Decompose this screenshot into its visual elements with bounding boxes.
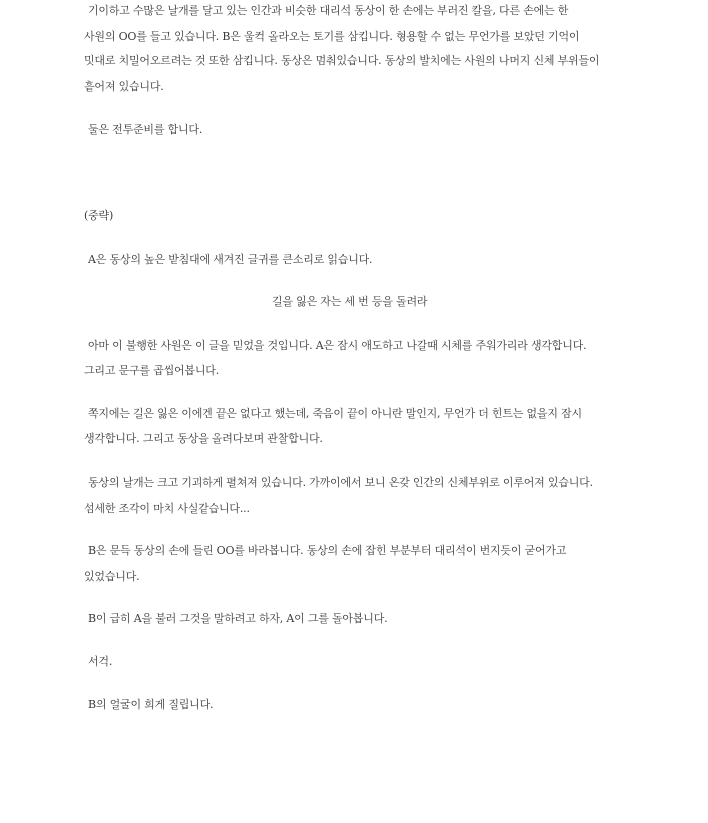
text-line: 흩어져 있습니다. [84, 80, 164, 93]
text-line: 그리고 문구를 곱씹어봅니다. [84, 364, 220, 377]
text-line: 밋대로 치밀어오르려는 것 또한 삼킵니다. 동상은 멈춰있습니다. 동상의 발치에는 사원의 나머지 신체 부위들이 [84, 54, 600, 67]
text-line: 쪽지에는 길은 잃은 이에겐 끝은 없다고 했는데, 죽음이 끝이 아니란 말인지, 무언가 더 힌트는 없을지 잠시 [88, 407, 582, 420]
inscription-quote: 길을 잃은 자는 세 번 등을 돌려라 [272, 295, 428, 308]
text-line: 사원의 OO를 들고 있습니다. B은 울컥 올라오는 토기를 삼킵니다. 형용할 수 없는 무언가를 보았던 기억이 [84, 30, 580, 43]
section-marker: (중략) [84, 209, 114, 222]
text-line: 아마 이 불행한 사원은 이 글을 믿었을 것입니다. A은 잠시 애도하고 나갈때 시체를 주워가리라 생각합니다. [88, 339, 587, 352]
text-line: 서걱. [88, 655, 113, 668]
text-line: A은 동상의 높은 받침대에 새겨진 글귀를 큰소리로 읽습니다. [88, 253, 373, 266]
text-line: 동상의 날개는 크고 기괴하게 펼쳐져 있습니다. 가까이에서 보니 온갖 인간의 신체부위로 이루어져 있습니다. [88, 476, 593, 489]
text-line: B이 급히 A을 불러 그것을 말하려고 하자, A이 그를 돌아봅니다. [88, 612, 388, 625]
text-line: B의 얼굴이 희게 질립니다. [88, 698, 214, 711]
text-line: 섬세한 조각이 마치 사실같습니다... [84, 502, 250, 515]
text-line: B은 문득 동상의 손에 들린 OO를 바라봅니다. 동상의 손에 잡힌 부분부터 대리석이 번지듯이 굳어가고 [88, 544, 567, 557]
text-line: 둘은 전투준비를 합니다. [88, 123, 203, 136]
text-line: 기이하고 수많은 날개를 달고 있는 인간과 비슷한 대리석 동상이 한 손에는 부러진 칼을, 다른 손에는 한 [88, 4, 569, 17]
text-line: 있었습니다. [84, 570, 140, 583]
text-line: 생각합니다. 그리고 동상을 올려다보며 관찰합니다. [84, 432, 323, 445]
